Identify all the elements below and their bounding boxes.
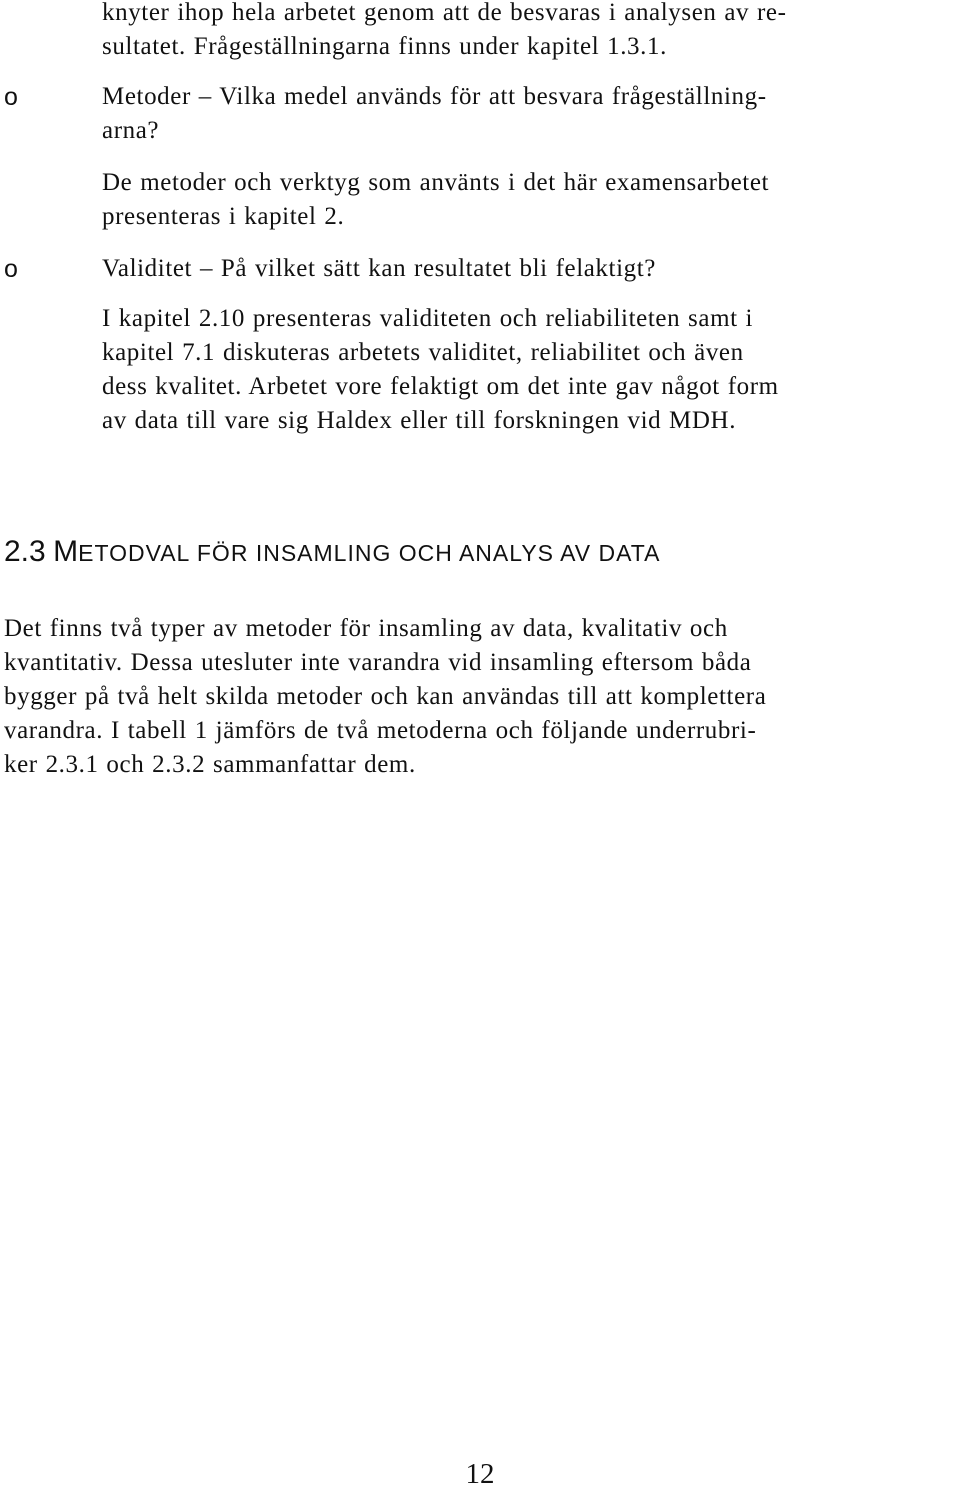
paragraph-line-4: varandra. I tabell 1 jämförs de två metoderna och följande underrubri- [4,717,757,744]
list-item-body-line-3: dess kvalitet. Arbetet vore felaktigt om det inte gav något form [102,373,779,400]
bullet-marker-metoder: o [4,83,18,111]
list-item-body-line-2: presenteras i kapitel 2. [102,203,345,230]
list-item-metoder-body [102,166,958,234]
section-heading [4,534,660,571]
section-number: 2.3 [4,535,46,568]
intro-line-1: knyter ihop hela arbetet genom att de besvaras i analysen av re- [102,0,787,26]
list-item-metoder [102,80,958,148]
list-item-body-line-1: I kapitel 2.10 presenteras validiteten och reliabiliteten samt i [102,305,754,332]
paragraph-line-3: bygger på två helt skilda metoder och kan användas till att komplettera [4,683,767,710]
list-item-validitet-body [102,302,958,438]
intro-line-2: sultatet. Frågeställningarna finns under kapitel 1.3.1. [102,33,667,60]
list-item-title-line-1: Validitet – På vilket sätt kan resultatet bli felaktigt? [102,255,656,282]
list-item-body-line-2: kapitel 7.1 diskuteras arbetets validitet, reliabilitet och även [102,339,744,366]
list-item-body-line-4: av data till vare sig Haldex eller till forskningen vid MDH. [102,407,737,434]
list-item-title-line-2: arna? [102,117,160,144]
paragraph-line-1: Det finns två typer av metoder för insamling av data, kvalitativ och [4,615,728,642]
bullet-marker-validitet: o [4,255,18,283]
paragraph-line-5: ker 2.3.1 och 2.3.2 sammanfattar dem. [4,751,416,778]
list-item-body-line-1: De metoder och verktyg som använts i det här examensarbetet [102,169,770,196]
section-title-rest: ETODVAL FÖR INSAMLING OCH ANALYS AV DATA [78,540,661,566]
intro-text [102,0,958,64]
body-paragraph [4,612,958,782]
section-title-first-letter: M [53,535,79,568]
list-item-validitet [102,252,958,286]
page-number: 12 [465,1458,495,1490]
list-item-title-line-1: Metoder – Vilka medel används för att besvara frågeställning- [102,83,767,110]
paragraph-line-2: kvantitativ. Dessa utesluter inte varandra vid insamling eftersom båda [4,649,752,676]
